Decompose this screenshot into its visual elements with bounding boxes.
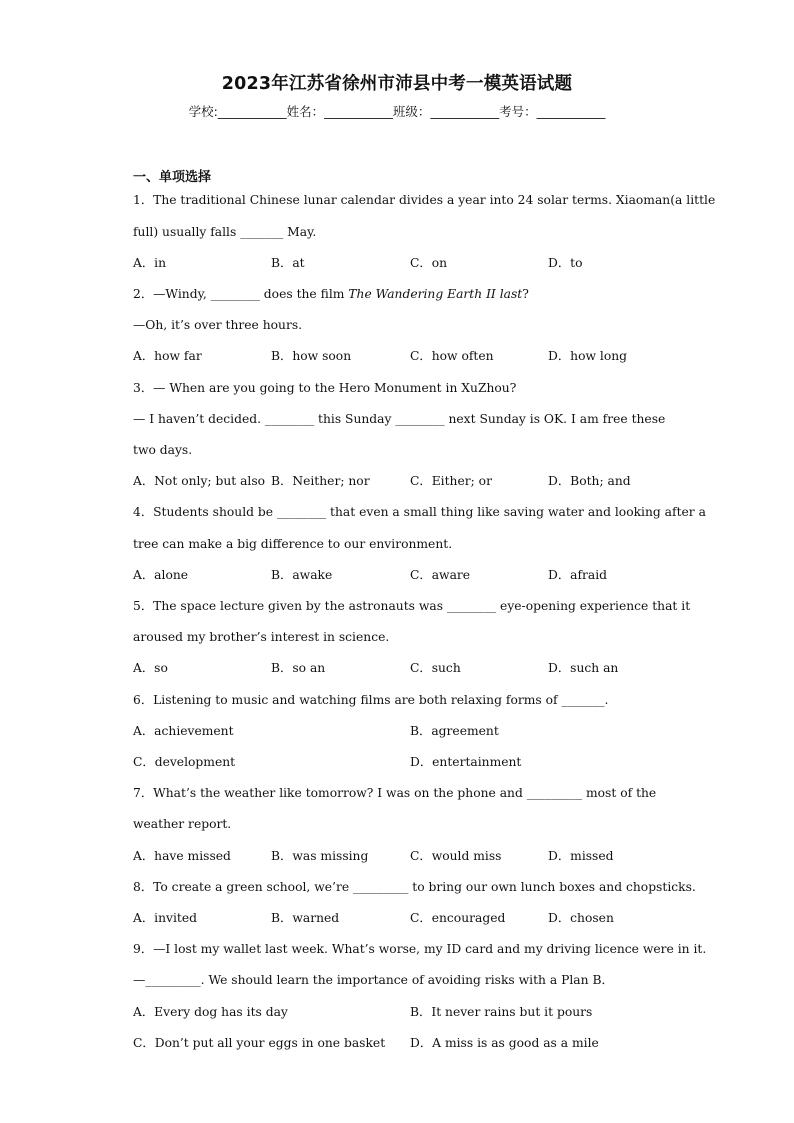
page-title: 2023年江苏省徐州市沛县中考一模英语试题 [221, 74, 573, 94]
question-8-option-a[interactable]: A．invited [133, 911, 198, 925]
question-1-line-2: full) usually falls _______ May. [133, 225, 317, 239]
question-2-option-d[interactable]: D．how long [548, 349, 628, 363]
question-2-line-1 [133, 286, 529, 302]
question-7-option-b[interactable]: B．was missing [271, 849, 369, 863]
question-4-option-d[interactable]: D．afraid [548, 568, 608, 582]
question-8-line-1: 8．To create a green school, we’re _________ to bring our own lunch boxes and chopsticks. [133, 880, 696, 894]
question-3-option-c[interactable]: C．Either; or [410, 474, 492, 488]
question-2-option-b[interactable]: B．how soon [271, 349, 352, 363]
student-info-row [0, 102, 794, 120]
question-3-option-d[interactable]: D．Both; and [548, 474, 631, 488]
question-7-option-a[interactable]: A．have missed [133, 849, 231, 863]
question-7-line-1: 7．What’s the weather like tomorrow? I was on the phone and _________ most of the [133, 786, 657, 800]
question-2-option-c[interactable]: C．how often [410, 349, 494, 363]
question-4-option-c[interactable]: C．aware [410, 568, 471, 582]
name-blank[interactable]: ___________ [324, 104, 393, 119]
question-5-option-c[interactable]: C．such [410, 661, 461, 675]
class-blank[interactable]: ___________ [430, 104, 500, 119]
question-3-line-2: — I haven’t decided. ________ this Sunday ________ next Sunday is OK. I am free these [133, 412, 666, 426]
question-1-option-d[interactable]: D．to [548, 256, 583, 270]
question-7-line-2: weather report. [133, 817, 232, 831]
question-3-option-b[interactable]: B．Neither; nor [271, 474, 370, 488]
question-9-line-2: —_________. We should learn the importance of avoiding risks with a Plan B． [133, 973, 614, 987]
question-9-option-d[interactable]: D．A miss is as good as a mile [410, 1036, 599, 1050]
question-8-option-b[interactable]: B．warned [271, 911, 340, 925]
question-1-line-1: 1．The traditional Chinese lunar calendar divides a year into 24 solar terms. Xiaoman(a little [133, 193, 716, 207]
question-3-line-3: two days. [133, 443, 193, 457]
class-label: 班级： [392, 104, 431, 119]
question-6-option-a[interactable]: A．achievement [133, 724, 234, 738]
question-5-line-1: 5．The space lecture given by the astronauts was ________ eye-opening experience that it [133, 599, 691, 613]
section-title: 一、单项选择 [133, 170, 212, 185]
question-7-option-d[interactable]: D．missed [548, 849, 614, 863]
question-5-option-d[interactable]: D．such an [548, 661, 619, 675]
question-4-option-a[interactable]: A．alone [133, 568, 189, 582]
exam-number-blank[interactable]: ___________ [536, 104, 606, 119]
question-8-option-d[interactable]: D．chosen [548, 911, 614, 925]
school-label: 学校: [188, 104, 218, 119]
question-5-option-a[interactable]: A．so [133, 661, 168, 675]
question-5-line-2: aroused my brother’s interest in science. [133, 630, 390, 644]
question-2-line-2: —Oh, it’s over three hours. [133, 318, 303, 332]
question-4-line-1: 4．Students should be ________ that even a small thing like saving water and looking after a [133, 505, 706, 519]
question-6-option-b[interactable]: B．agreement [410, 724, 499, 738]
question-6-option-c[interactable]: C．development [133, 755, 236, 769]
question-3-line-1: 3．— When are you going to the Hero Monument in XuZhou? [133, 381, 517, 395]
film-title: The Wandering Earth II last [348, 287, 523, 301]
question-1-option-a[interactable]: A．in [133, 256, 167, 270]
question-9-option-b[interactable]: B．It never rains but it pours [410, 1005, 593, 1019]
question-7-option-c[interactable]: C．would miss [410, 849, 502, 863]
question-5-option-b[interactable]: B．so an [271, 661, 326, 675]
question-3-option-a[interactable]: A．Not only; but also [133, 474, 266, 488]
exam-number-label: 考号： [499, 104, 537, 119]
question-9-option-c[interactable]: C．Don’t put all your eggs in one basket [133, 1036, 386, 1050]
question-4-line-2: tree can make a big difference to our environment. [133, 537, 453, 551]
question-6-line-1: 6．Listening to music and watching films are both relaxing forms of _______. [133, 693, 609, 707]
school-blank[interactable]: ___________ [217, 104, 287, 119]
question-9-option-a[interactable]: A．Every dog has its day [133, 1005, 288, 1019]
question-2-mark: ? [522, 287, 529, 301]
question-1-option-b[interactable]: B．at [271, 256, 305, 270]
question-8-option-c[interactable]: C．encouraged [410, 911, 506, 925]
question-1-option-c[interactable]: C．on [410, 256, 448, 270]
question-9-line-1: 9．—I lost my wallet last week. What’s worse, my ID card and my driving licence were in it. [133, 942, 707, 956]
name-label: 姓名： [286, 104, 325, 119]
question-2-option-a[interactable]: A．how far [133, 349, 202, 363]
question-4-option-b[interactable]: B．awake [271, 568, 333, 582]
question-2-text: 2．—Windy, ________ does the film [133, 287, 349, 301]
question-6-option-d[interactable]: D．entertainment [410, 755, 522, 769]
